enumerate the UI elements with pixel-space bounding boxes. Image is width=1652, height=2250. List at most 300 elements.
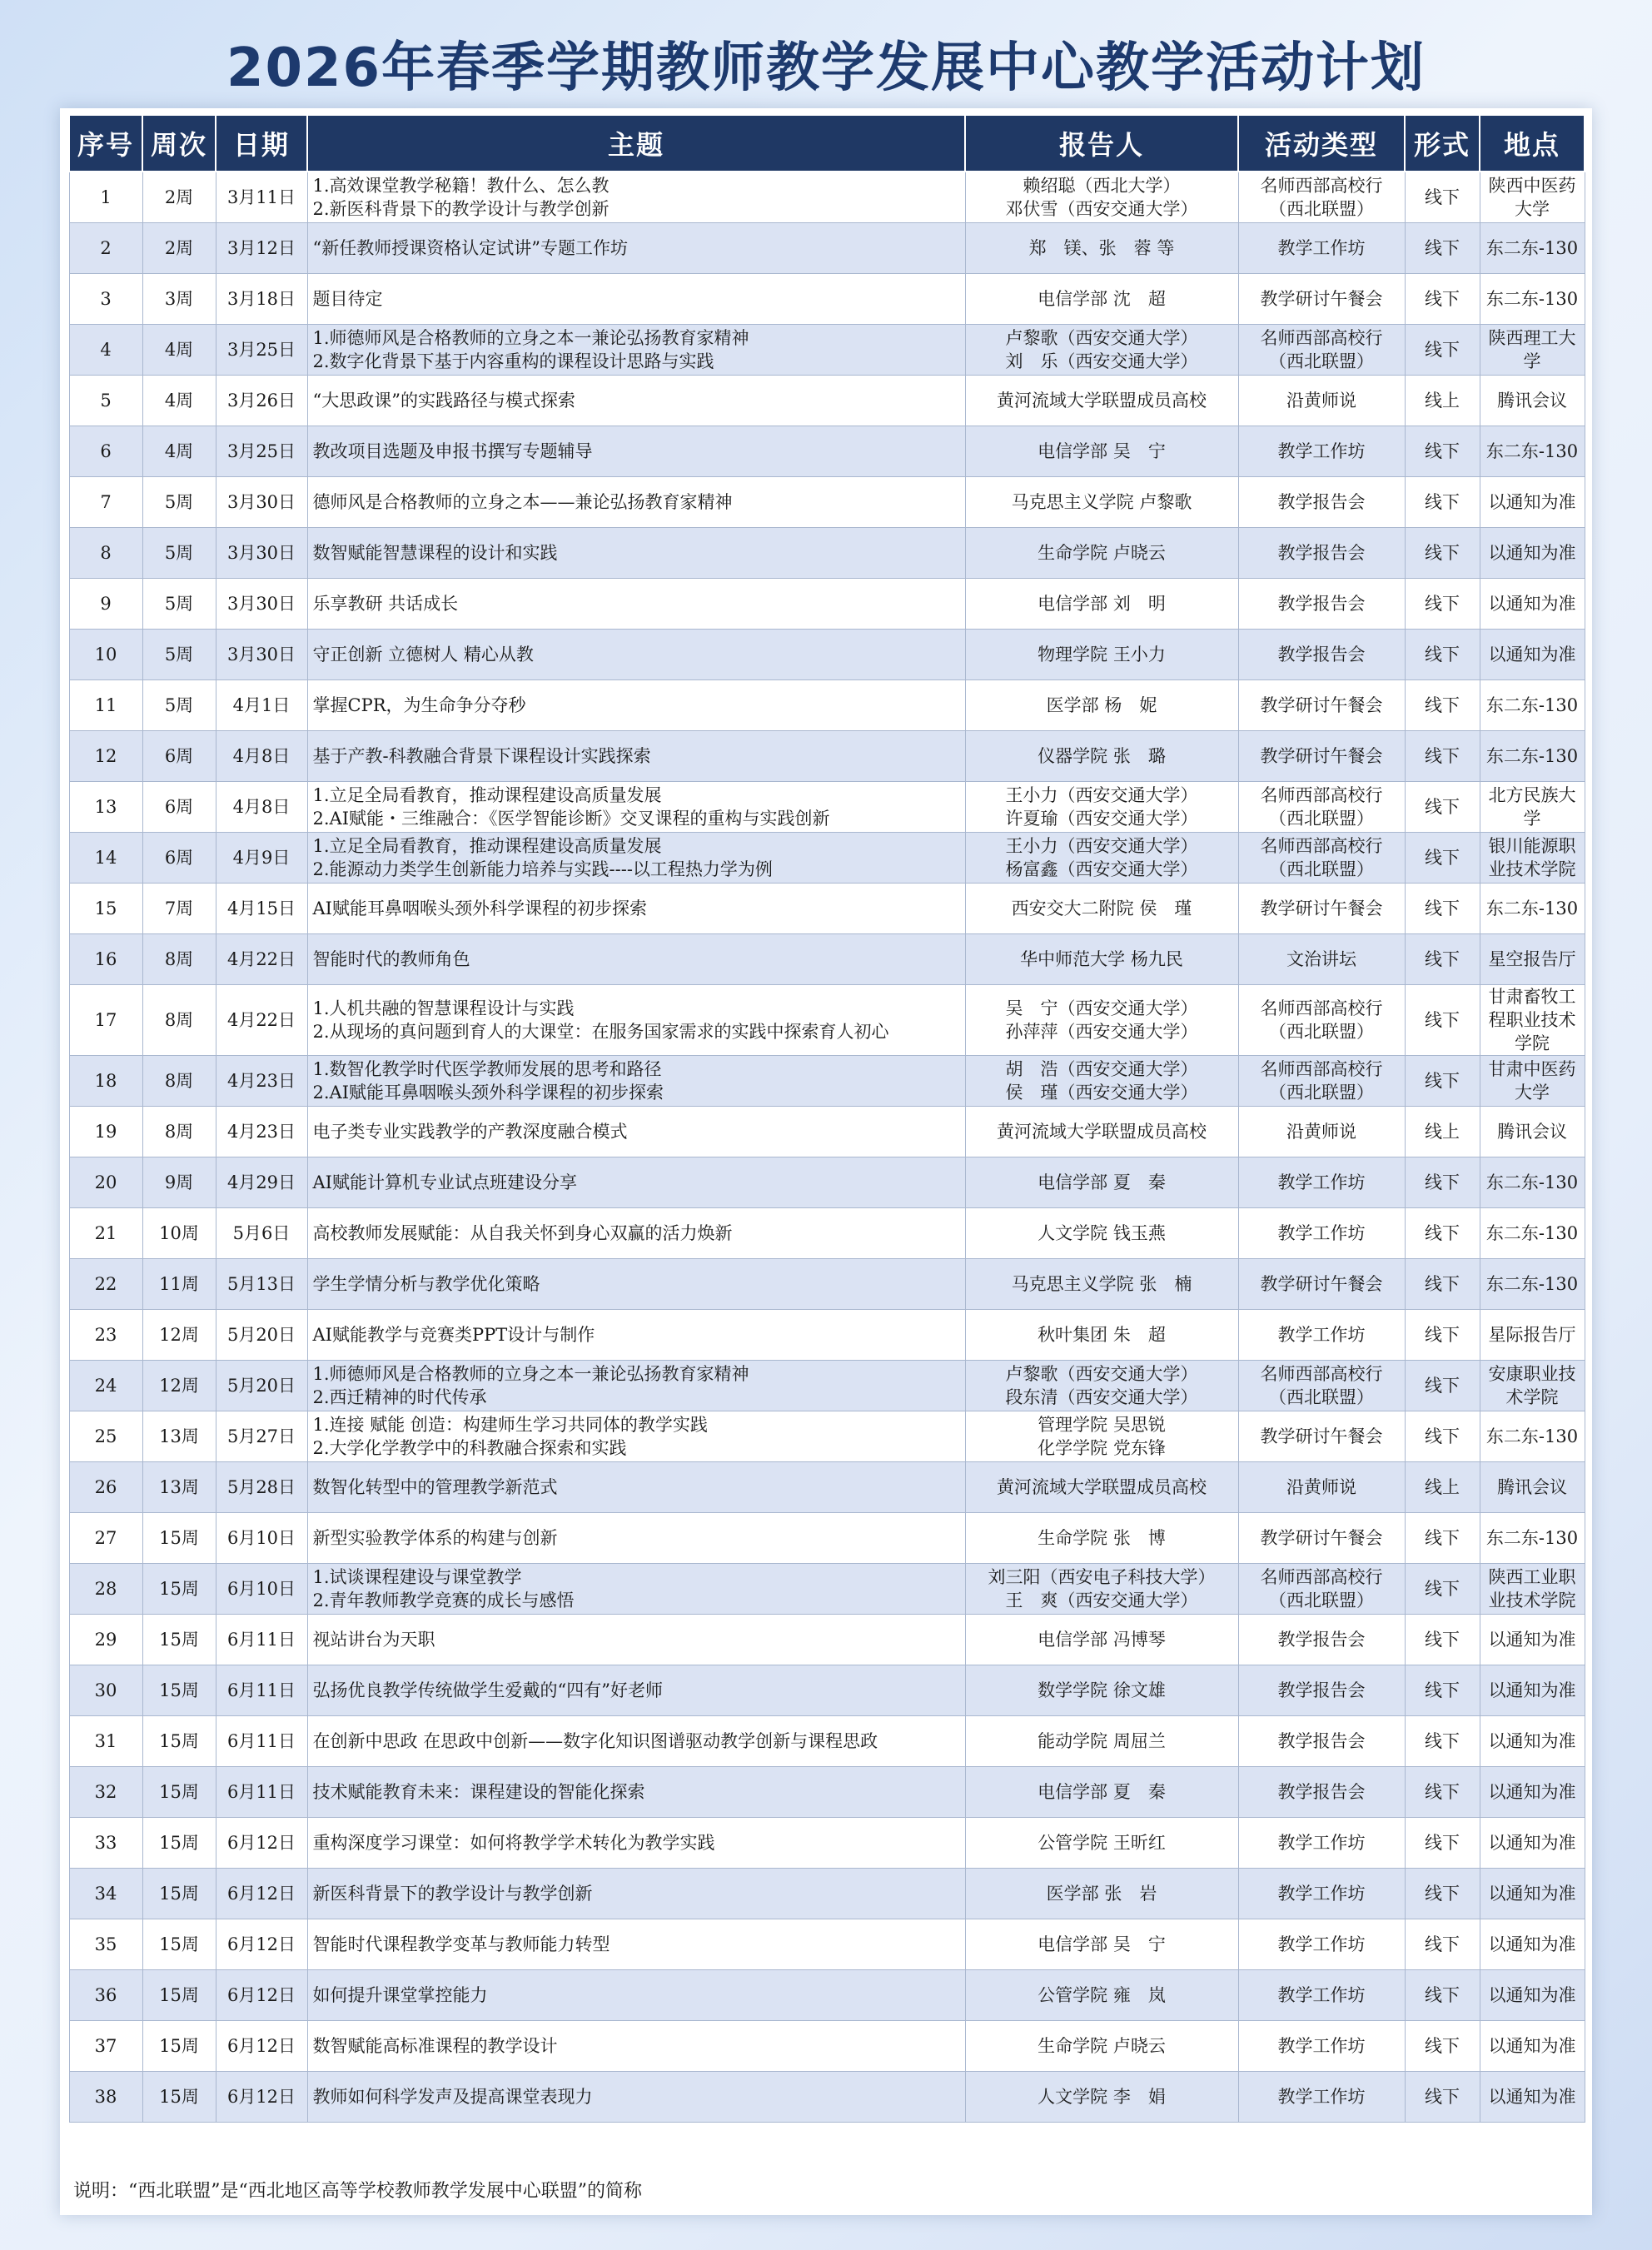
cell-week: 10周 (142, 1208, 216, 1259)
cell-speaker-line: 孙萍萍（西安交通大学） (1005, 1022, 1198, 1042)
table-row (69, 2021, 1585, 2072)
cell-speaker-line: 电信学部 刘 明 (1037, 594, 1166, 614)
cell-speaker-line: 许夏瑜（西安交通大学） (1005, 809, 1198, 829)
cell-topic-line: AI赋能耳鼻咽喉头颈外科学课程的初步探索 (312, 899, 647, 918)
cell-form: 线下 (1405, 985, 1480, 1056)
cell-topic-line: 2.AI赋能耳鼻咽喉头颈外科学课程的初步探索 (312, 1083, 664, 1103)
header-type: 活动类型 (1238, 115, 1405, 172)
cell-type-line: （西北联盟） (1269, 351, 1374, 371)
cell-type (1238, 1411, 1405, 1462)
cell-location: 东二东-130 (1480, 731, 1585, 782)
cell-type-line: 教学工作坊 (1277, 2087, 1366, 2107)
cell-topic-line: 教师如何科学发声及提高课堂表现力 (312, 2087, 593, 2107)
cell-location: 东二东-130 (1480, 884, 1585, 934)
cell-topic-line: 2.数字化背景下基于内容重构的课程设计思路与实践 (312, 351, 714, 371)
cell-form: 线下 (1405, 1615, 1480, 1665)
page-title: 2026年春季学期教师教学发展中心教学活动计划 (226, 37, 1426, 99)
cell-date: 3月25日 (216, 426, 307, 477)
cell-topic (307, 2072, 965, 2123)
cell-topic-line: 智能时代的教师角色 (312, 949, 470, 969)
cell-form: 线下 (1405, 1513, 1480, 1564)
cell-topic-line: 数智化转型中的管理教学新范式 (312, 1477, 558, 1497)
schedule-sheet (60, 108, 1592, 2215)
cell-week: 13周 (142, 1411, 216, 1462)
table-row (69, 1107, 1585, 1157)
cell-speaker (965, 325, 1238, 376)
cell-topic-line: 数智赋能智慧课程的设计和实践 (312, 543, 558, 563)
table-row (69, 1259, 1585, 1310)
cell-topic-line: 电子类专业实践教学的产教深度融合模式 (312, 1122, 628, 1142)
cell-week: 5周 (142, 579, 216, 630)
cell-form: 线下 (1405, 223, 1480, 274)
cell-speaker (965, 630, 1238, 680)
cell-topic-line: 1.高效课堂教学秘籍！教什么、怎么教 (312, 176, 610, 196)
cell-location: 以通知为准 (1480, 2021, 1585, 2072)
cell-type-line: 教学报告会 (1277, 594, 1366, 614)
cell-speaker-line: 吴 宁（西安交通大学） (1005, 998, 1198, 1018)
cell-no: 12 (69, 731, 142, 782)
cell-no: 34 (69, 1869, 142, 1919)
cell-location: 东二东-130 (1480, 680, 1585, 731)
cell-week: 12周 (142, 1361, 216, 1411)
cell-speaker (965, 2021, 1238, 2072)
cell-no: 3 (69, 274, 142, 325)
cell-topic (307, 782, 965, 833)
cell-topic (307, 172, 965, 223)
cell-type (1238, 782, 1405, 833)
cell-location: 东二东-130 (1480, 1157, 1585, 1208)
cell-location: 以通知为准 (1480, 630, 1585, 680)
cell-no: 8 (69, 528, 142, 579)
cell-no: 23 (69, 1310, 142, 1361)
cell-topic (307, 1818, 965, 1869)
cell-type-line: 文治讲坛 (1286, 949, 1356, 969)
cell-no: 25 (69, 1411, 142, 1462)
cell-speaker (965, 1970, 1238, 2021)
cell-speaker-line: 侯 瑾（西安交通大学） (1005, 1083, 1198, 1103)
cell-no: 17 (69, 985, 142, 1056)
cell-speaker-line: 秋叶集团 朱 超 (1037, 1325, 1166, 1345)
cell-speaker-line: 邓伏雪（西安交通大学） (1005, 199, 1198, 219)
cell-speaker-line: 王 爽（西安交通大学） (1005, 1590, 1198, 1610)
cell-type-line: 教学研讨午餐会 (1260, 1528, 1383, 1548)
cell-date: 5月13日 (216, 1259, 307, 1310)
cell-date: 5月27日 (216, 1411, 307, 1462)
cell-type-line: 教学工作坊 (1277, 238, 1366, 258)
cell-date: 6月11日 (216, 1716, 307, 1767)
table-row (69, 985, 1585, 1056)
cell-type (1238, 680, 1405, 731)
cell-week: 15周 (142, 1919, 216, 1970)
cell-topic-line: 1.试谈课程建设与课堂教学 (312, 1567, 522, 1587)
cell-type-line: 教学报告会 (1277, 492, 1366, 512)
cell-form: 线下 (1405, 1361, 1480, 1411)
cell-topic-line: 弘扬优良教学传统做学生爱戴的“四有”好老师 (312, 1680, 663, 1700)
cell-type-line: 教学研讨午餐会 (1260, 695, 1383, 715)
cell-date: 3月26日 (216, 376, 307, 426)
cell-location: 东二东-130 (1480, 1513, 1585, 1564)
cell-speaker-line: 郑 镁、张 蓉 等 (1028, 238, 1175, 258)
cell-speaker (965, 223, 1238, 274)
table-row (69, 477, 1585, 528)
cell-type-line: 教学研讨午餐会 (1260, 289, 1383, 309)
cell-form: 线下 (1405, 1665, 1480, 1716)
cell-date: 6月12日 (216, 1970, 307, 2021)
cell-type (1238, 2072, 1405, 2123)
cell-speaker (965, 680, 1238, 731)
cell-speaker (965, 2072, 1238, 2123)
cell-speaker (965, 1716, 1238, 1767)
cell-topic (307, 731, 965, 782)
cell-week: 6周 (142, 833, 216, 884)
cell-date: 4月8日 (216, 782, 307, 833)
cell-type (1238, 477, 1405, 528)
table-row (69, 426, 1585, 477)
cell-date: 5月28日 (216, 1462, 307, 1513)
cell-topic-line: 1.师德师风是合格教师的立身之本一兼论弘扬教育家精神 (312, 328, 749, 348)
table-row (69, 1513, 1585, 1564)
cell-week: 7周 (142, 884, 216, 934)
cell-topic-line: 高校教师发展赋能：从自我关怀到身心双赢的活力焕新 (312, 1223, 733, 1243)
cell-location: 东二东-130 (1480, 1411, 1585, 1462)
cell-speaker-line: 能动学院 周屈兰 (1037, 1731, 1166, 1751)
cell-location: 以通知为准 (1480, 1970, 1585, 2021)
cell-location: 腾讯会议 (1480, 1107, 1585, 1157)
cell-date: 3月25日 (216, 325, 307, 376)
cell-week: 13周 (142, 1462, 216, 1513)
cell-speaker-line: 电信学部 吴 宁 (1037, 441, 1166, 461)
cell-topic-line: “大思政课”的实践路径与模式探索 (312, 391, 575, 411)
cell-date: 3月30日 (216, 630, 307, 680)
cell-no: 18 (69, 1056, 142, 1107)
cell-location: 以通知为准 (1480, 477, 1585, 528)
cell-type-line: 教学工作坊 (1277, 1884, 1366, 1904)
cell-topic-line: 技术赋能教育未来：课程建设的智能化探索 (312, 1782, 645, 1802)
table-row (69, 1665, 1585, 1716)
cell-speaker (965, 426, 1238, 477)
cell-date: 3月30日 (216, 579, 307, 630)
cell-topic (307, 274, 965, 325)
cell-type (1238, 1869, 1405, 1919)
cell-week: 11周 (142, 1259, 216, 1310)
cell-no: 16 (69, 934, 142, 985)
table-row (69, 223, 1585, 274)
cell-date: 6月12日 (216, 2072, 307, 2123)
cell-form: 线下 (1405, 579, 1480, 630)
cell-date: 4月8日 (216, 731, 307, 782)
cell-speaker (965, 1056, 1238, 1107)
cell-topic-line: AI赋能教学与竞赛类PPT设计与制作 (312, 1325, 595, 1345)
cell-type (1238, 426, 1405, 477)
cell-type (1238, 884, 1405, 934)
table-row (69, 731, 1585, 782)
cell-form: 线下 (1405, 630, 1480, 680)
cell-location: 东二东-130 (1480, 426, 1585, 477)
cell-topic (307, 528, 965, 579)
cell-week: 15周 (142, 1564, 216, 1615)
cell-topic (307, 1157, 965, 1208)
cell-type-line: 教学研讨午餐会 (1260, 899, 1383, 918)
cell-location: 以通知为准 (1480, 1665, 1585, 1716)
cell-type (1238, 1513, 1405, 1564)
cell-no: 9 (69, 579, 142, 630)
cell-week: 6周 (142, 782, 216, 833)
cell-type (1238, 1919, 1405, 1970)
cell-no: 13 (69, 782, 142, 833)
cell-week: 2周 (142, 172, 216, 223)
cell-topic (307, 1107, 965, 1157)
cell-form: 线下 (1405, 172, 1480, 223)
cell-type-line: 教学报告会 (1277, 1782, 1366, 1802)
cell-no: 21 (69, 1208, 142, 1259)
cell-topic-line: 学生学情分析与教学优化策略 (312, 1274, 540, 1294)
cell-form: 线下 (1405, 1564, 1480, 1615)
cell-week: 8周 (142, 934, 216, 985)
cell-form: 线上 (1405, 1107, 1480, 1157)
cell-no: 32 (69, 1767, 142, 1818)
cell-location: 以通知为准 (1480, 528, 1585, 579)
cell-no: 4 (69, 325, 142, 376)
cell-no: 20 (69, 1157, 142, 1208)
cell-speaker (965, 1564, 1238, 1615)
cell-no: 10 (69, 630, 142, 680)
cell-type (1238, 1665, 1405, 1716)
cell-topic-line: 2.大学化学教学中的科教融合探索和实践 (312, 1438, 627, 1458)
cell-location: 以通知为准 (1480, 579, 1585, 630)
cell-type (1238, 579, 1405, 630)
cell-date: 3月18日 (216, 274, 307, 325)
cell-form: 线下 (1405, 833, 1480, 884)
table-row (69, 680, 1585, 731)
cell-type-line: 名师西部高校行 (1260, 998, 1383, 1018)
cell-type-line: 名师西部高校行 (1260, 1364, 1383, 1384)
cell-type (1238, 731, 1405, 782)
cell-speaker (965, 833, 1238, 884)
cell-speaker (965, 1157, 1238, 1208)
cell-no: 29 (69, 1615, 142, 1665)
cell-type-line: 名师西部高校行 (1260, 176, 1383, 196)
cell-no: 2 (69, 223, 142, 274)
cell-topic (307, 630, 965, 680)
cell-form: 线下 (1405, 1411, 1480, 1462)
cell-location: 以通知为准 (1480, 1615, 1585, 1665)
cell-week: 15周 (142, 1665, 216, 1716)
cell-type-line: 教学研讨午餐会 (1260, 1426, 1383, 1446)
cell-topic (307, 1462, 965, 1513)
cell-speaker-line: 段东清（西安交通大学） (1005, 1387, 1198, 1407)
cell-topic-line: 2.西迁精神的时代传承 (312, 1387, 487, 1407)
cell-topic-line: 守正创新 立德树人 精心从教 (312, 645, 534, 665)
cell-form: 线下 (1405, 1919, 1480, 1970)
cell-topic-line: 乐享教研 共话成长 (312, 594, 459, 614)
cell-no: 22 (69, 1259, 142, 1310)
cell-topic-line: “新任教师授课资格认定试讲”专题工作坊 (312, 238, 628, 258)
cell-type-line: 教学研讨午餐会 (1260, 746, 1383, 766)
cell-topic (307, 1665, 965, 1716)
cell-type (1238, 1157, 1405, 1208)
cell-type-line: （西北联盟） (1269, 859, 1374, 879)
cell-type (1238, 1462, 1405, 1513)
cell-topic (307, 1310, 965, 1361)
table-row (69, 1208, 1585, 1259)
cell-week: 8周 (142, 1056, 216, 1107)
cell-week: 3周 (142, 274, 216, 325)
cell-date: 3月30日 (216, 477, 307, 528)
cell-topic-line: 1.人机共融的智慧课程设计与实践 (312, 998, 575, 1018)
cell-form: 线下 (1405, 2021, 1480, 2072)
cell-speaker (965, 1310, 1238, 1361)
cell-week: 5周 (142, 477, 216, 528)
cell-speaker (965, 1361, 1238, 1411)
cell-location: 东二东-130 (1480, 1208, 1585, 1259)
cell-location: 陕西理工大学 (1480, 325, 1585, 376)
table-row (69, 579, 1585, 630)
cell-date: 3月12日 (216, 223, 307, 274)
cell-location: 东二东-130 (1480, 1259, 1585, 1310)
table-row (69, 1767, 1585, 1818)
cell-topic (307, 2021, 965, 2072)
cell-speaker (965, 1208, 1238, 1259)
cell-speaker-line: 医学部 杨 妮 (1046, 695, 1157, 715)
cell-topic (307, 325, 965, 376)
cell-date: 3月11日 (216, 172, 307, 223)
cell-topic (307, 426, 965, 477)
cell-topic-line: 1.立足全局看教育，推动课程建设高质量发展 (312, 836, 662, 856)
cell-type-line: 名师西部高校行 (1260, 1567, 1383, 1587)
cell-topic (307, 1208, 965, 1259)
cell-type (1238, 1259, 1405, 1310)
cell-speaker (965, 477, 1238, 528)
cell-type (1238, 1970, 1405, 2021)
cell-speaker-line: 电信学部 冯博琴 (1037, 1630, 1166, 1650)
cell-location: 银川能源职业技术学院 (1480, 833, 1585, 884)
table-row (69, 1056, 1585, 1107)
cell-date: 5月6日 (216, 1208, 307, 1259)
cell-speaker (965, 1869, 1238, 1919)
cell-type (1238, 274, 1405, 325)
cell-date: 4月29日 (216, 1157, 307, 1208)
table-row (69, 934, 1585, 985)
cell-topic-line: 1.师德师风是合格教师的立身之本一兼论弘扬教育家精神 (312, 1364, 749, 1384)
cell-topic-line: 1.连接 赋能 创造：构建师生学习共同体的教学实践 (312, 1415, 708, 1435)
cell-topic-line: 新医科背景下的教学设计与教学创新 (312, 1884, 593, 1904)
cell-date: 4月22日 (216, 934, 307, 985)
cell-no: 37 (69, 2021, 142, 2072)
cell-location: 星际报告厅 (1480, 1310, 1585, 1361)
table-row (69, 376, 1585, 426)
table-row (69, 1361, 1585, 1411)
cell-speaker (965, 1259, 1238, 1310)
cell-location: 以通知为准 (1480, 1919, 1585, 1970)
cell-speaker-line: 黄河流域大学联盟成员高校 (997, 1477, 1207, 1497)
cell-location: 安康职业技术学院 (1480, 1361, 1585, 1411)
cell-speaker-line: 生命学院 卢晓云 (1037, 543, 1166, 563)
cell-location: 甘肃畜牧工程职业技术学院 (1480, 985, 1585, 1056)
cell-week: 6周 (142, 731, 216, 782)
cell-speaker (965, 1462, 1238, 1513)
cell-type (1238, 223, 1405, 274)
cell-type-line: 教学工作坊 (1277, 1985, 1366, 2005)
cell-type-line: 教学报告会 (1277, 645, 1366, 665)
cell-type-line: 教学工作坊 (1277, 1172, 1366, 1192)
table-row (69, 172, 1585, 223)
cell-type-line: 教学报告会 (1277, 543, 1366, 563)
cell-type-line: 教学工作坊 (1277, 1223, 1366, 1243)
header-no: 序号 (69, 115, 142, 172)
cell-topic (307, 1919, 965, 1970)
cell-week: 2周 (142, 223, 216, 274)
cell-date: 4月1日 (216, 680, 307, 731)
cell-topic (307, 1970, 965, 2021)
cell-form: 线下 (1405, 1259, 1480, 1310)
cell-form: 线下 (1405, 1869, 1480, 1919)
cell-topic (307, 1056, 965, 1107)
cell-week: 15周 (142, 2072, 216, 2123)
cell-type (1238, 1716, 1405, 1767)
cell-location: 以通知为准 (1480, 1869, 1585, 1919)
table-row (69, 1919, 1585, 1970)
table-row (69, 630, 1585, 680)
cell-form: 线下 (1405, 1208, 1480, 1259)
cell-speaker-line: 黄河流域大学联盟成员高校 (997, 1122, 1207, 1142)
cell-location: 陕西中医药大学 (1480, 172, 1585, 223)
cell-week: 15周 (142, 1767, 216, 1818)
cell-topic (307, 1259, 965, 1310)
cell-type-line: 名师西部高校行 (1260, 785, 1383, 805)
cell-speaker-line: 公管学院 王昕红 (1037, 1833, 1166, 1853)
cell-speaker-line: 电信学部 夏 秦 (1037, 1172, 1166, 1192)
cell-speaker (965, 1411, 1238, 1462)
header-speaker: 报告人 (965, 115, 1238, 172)
cell-no: 33 (69, 1818, 142, 1869)
cell-no: 7 (69, 477, 142, 528)
cell-type-line: 教学工作坊 (1277, 441, 1366, 461)
cell-no: 14 (69, 833, 142, 884)
cell-form: 线下 (1405, 934, 1480, 985)
cell-type-line: 沿黄师说 (1286, 1122, 1356, 1142)
cell-week: 9周 (142, 1157, 216, 1208)
cell-no: 11 (69, 680, 142, 731)
table-row (69, 1411, 1585, 1462)
cell-speaker-line: 王小力（西安交通大学） (1005, 785, 1198, 805)
cell-topic-line: 智能时代课程教学变革与教师能力转型 (312, 1934, 610, 1954)
cell-location: 北方民族大学 (1480, 782, 1585, 833)
cell-topic-line: 2.能源动力类学生创新能力培养与实践----以工程热力学为例 (312, 859, 773, 879)
cell-topic-line: 1.数智化教学时代医学教师发展的思考和路径 (312, 1059, 662, 1079)
cell-speaker-line: 王小力（西安交通大学） (1005, 836, 1198, 856)
cell-date: 3月30日 (216, 528, 307, 579)
cell-date: 4月23日 (216, 1056, 307, 1107)
cell-speaker-line: 卢黎歌（西安交通大学） (1005, 1364, 1198, 1384)
cell-speaker (965, 934, 1238, 985)
cell-topic (307, 1869, 965, 1919)
cell-date: 6月12日 (216, 1869, 307, 1919)
cell-speaker (965, 172, 1238, 223)
cell-type (1238, 1767, 1405, 1818)
cell-type (1238, 630, 1405, 680)
cell-date: 6月12日 (216, 2021, 307, 2072)
cell-type (1238, 1361, 1405, 1411)
cell-week: 12周 (142, 1310, 216, 1361)
cell-location: 腾讯会议 (1480, 1462, 1585, 1513)
cell-speaker-line: 人文学院 钱玉燕 (1037, 1223, 1166, 1243)
cell-topic (307, 477, 965, 528)
cell-form: 线下 (1405, 1767, 1480, 1818)
cell-speaker-line: 生命学院 卢晓云 (1037, 2036, 1166, 2056)
cell-topic (307, 1411, 965, 1462)
cell-no: 5 (69, 376, 142, 426)
cell-speaker (965, 782, 1238, 833)
